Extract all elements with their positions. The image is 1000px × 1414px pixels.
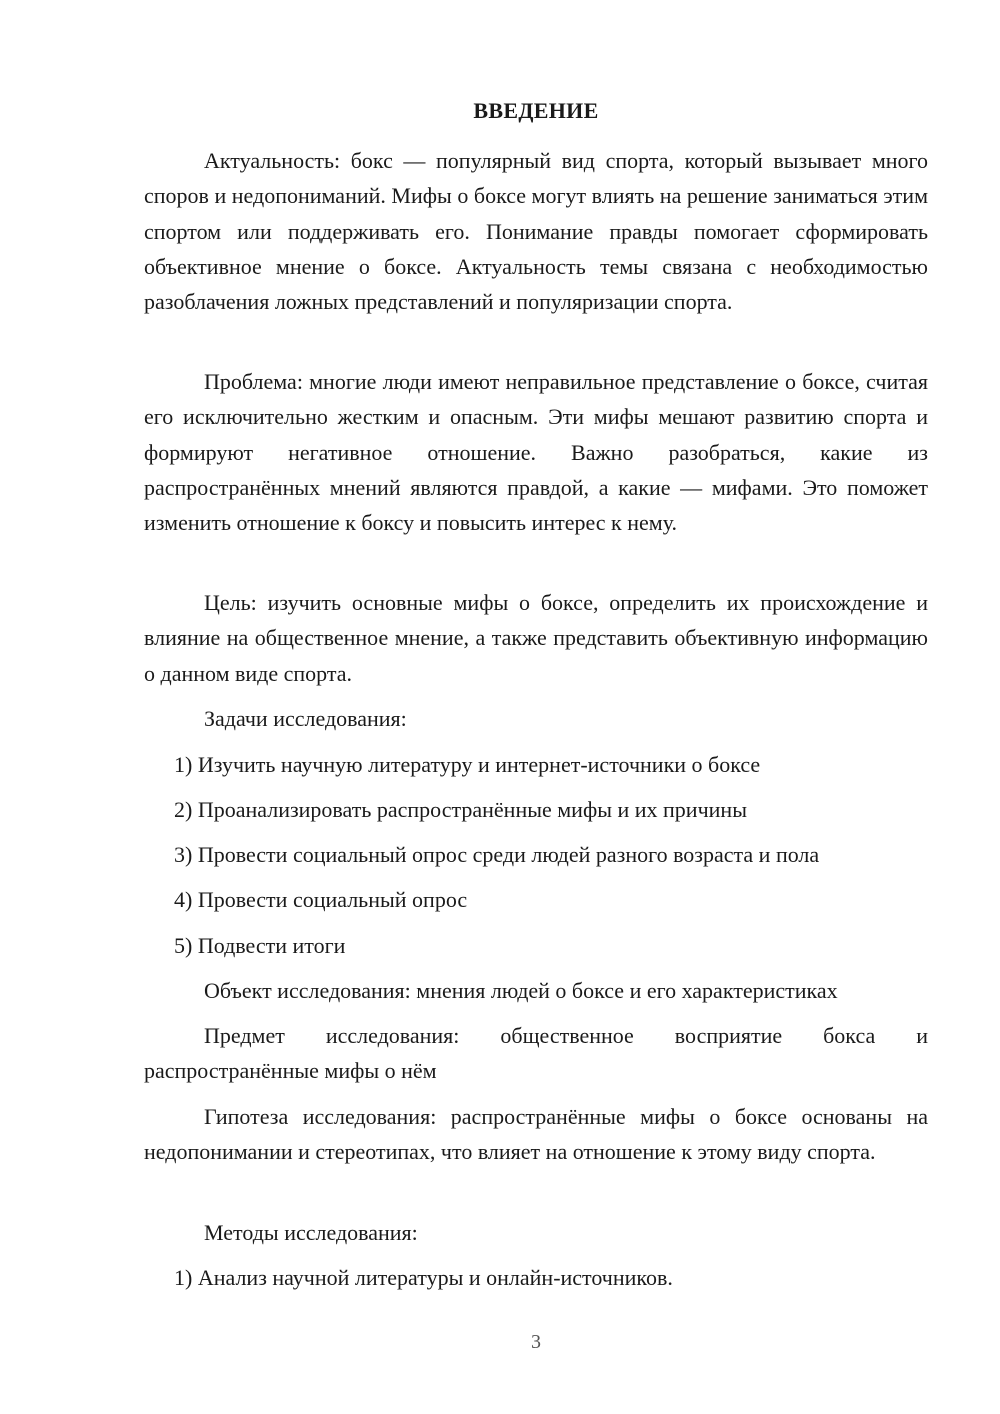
task-item: 2) Проанализировать распространённые мифы и их причины (174, 797, 747, 822)
document-page (144, 0, 928, 1414)
hypothesis-paragraph: Гипотеза исследования: распространённые мифы о боксе основаны на недопонимании и стереотипах, что влияет на отношение к этому виду спорта. (144, 1104, 928, 1165)
task-item: 3) Провести социальный опрос среди людей разного возраста и пола (174, 842, 820, 867)
problem-paragraph: Проблема: многие люди имеют неправильное представление о боксе, считая его исключительно жестким и опасным. Эти мифы мешают развитию спорта и формируют негативное отношение. Важно разобраться, какие из распространённых мнений являются правдой, а какие — мифами. Это поможет изменить отношение к боксу и повысить интерес к нему. (144, 369, 928, 536)
page-number: 3 (531, 1331, 541, 1353)
methods-heading: Методы исследования: (204, 1220, 418, 1245)
task-item: 5) Подвести итоги (174, 933, 346, 958)
tasks-heading: Задачи исследования: (204, 706, 407, 731)
relevance-paragraph: Актуальность: бокс — популярный вид спорта, который вызывает много споров и недопониманий. Мифы о боксе могут влиять на решение заниматься этим спортом или поддерживать его. Понимание правды помогает сформировать объективное мнение о боксе. Актуальность темы связана с необходимостью разоблачения ложных представлений и популяризации спорта. (144, 148, 928, 315)
object-paragraph: Объект исследования: мнения людей о боксе и его характеристиках (204, 978, 838, 1003)
method-item: 1) Анализ научной литературы и онлайн-источников. (174, 1265, 673, 1290)
subject-paragraph: Предмет исследования: общественное восприятие бокса и распространённые мифы о нём (144, 1023, 928, 1084)
task-item: 1) Изучить научную литературу и интернет-источники о боксе (174, 752, 761, 777)
page-title: ВВЕДЕНИЕ (473, 98, 599, 123)
goal-paragraph: Цель: изучить основные мифы о боксе, определить их происхождение и влияние на общественное мнение, а также представить объективную информацию о данном виде спорта. (144, 590, 928, 686)
task-item: 4) Провести социальный опрос (174, 887, 468, 912)
